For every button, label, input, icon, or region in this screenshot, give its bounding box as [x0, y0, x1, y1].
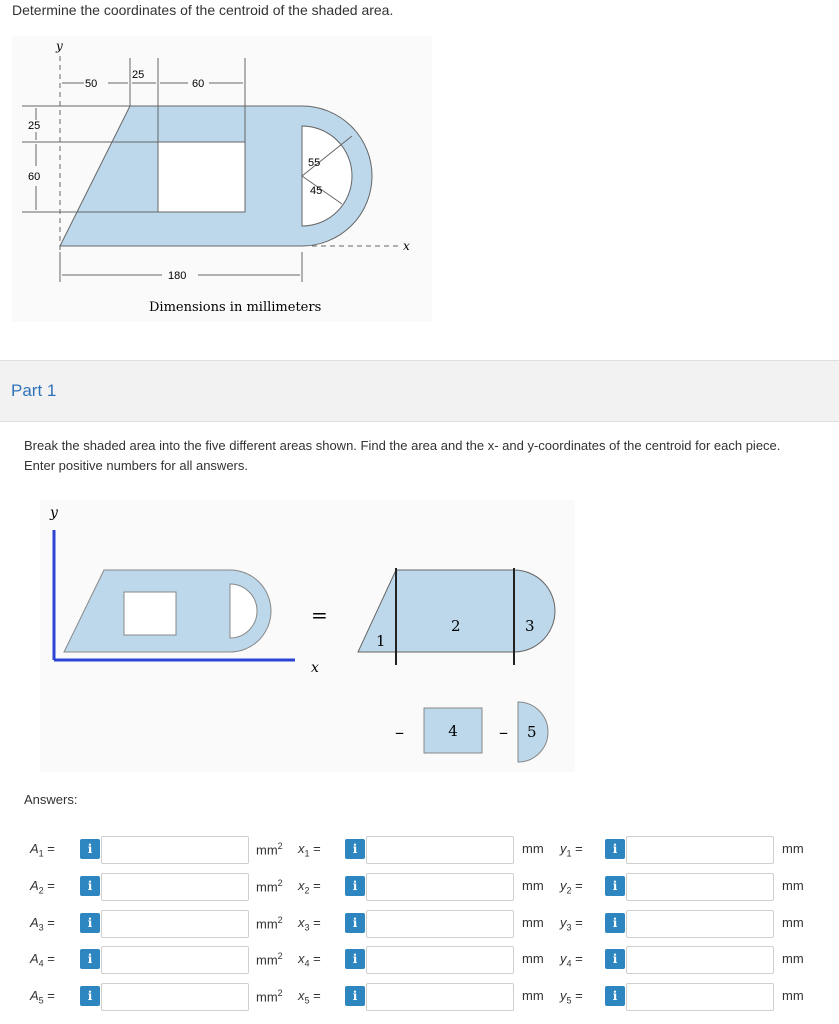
y-input-1[interactable] — [626, 836, 774, 864]
info-icon[interactable]: i — [80, 986, 100, 1006]
y-unit-3: mm — [782, 915, 804, 930]
y-label-2: $y_2$ = — [560, 878, 583, 896]
area-label-4: $A_4$ = — [30, 951, 55, 969]
x-label-4: $x_4$ = — [298, 951, 321, 969]
x-unit-3: mm — [522, 915, 544, 930]
x-label-2: $x_2$ = — [298, 878, 321, 896]
info-icon[interactable]: i — [80, 949, 100, 969]
y-unit-1: mm — [782, 841, 804, 856]
fig2-composite-square — [124, 592, 176, 635]
x-unit-5: mm — [522, 988, 544, 1003]
question-title: Determine the coordinates of the centroid of the shaded area. — [12, 2, 394, 18]
fig2-label-5: 5 — [527, 723, 537, 741]
answer-row-3 — [0, 908, 839, 938]
fig2-area-2 — [396, 570, 514, 652]
fig2-label-4: 4 — [448, 722, 458, 740]
info-icon[interactable]: i — [80, 876, 100, 896]
fig2-y-axis-label: y — [50, 505, 58, 521]
y-unit-4: mm — [782, 951, 804, 966]
info-icon[interactable]: i — [345, 876, 365, 896]
area-input-3[interactable] — [101, 910, 249, 938]
area-unit-3: $mm^2$ — [256, 915, 283, 932]
info-icon[interactable]: i — [345, 986, 365, 1006]
answer-row-4 — [0, 944, 839, 974]
info-icon[interactable]: i — [605, 839, 625, 859]
y-unit-2: mm — [782, 878, 804, 893]
area-input-4[interactable] — [101, 946, 249, 974]
fig1-caption: Dimensions in millimeters — [149, 300, 322, 315]
area-input-5[interactable] — [101, 983, 249, 1011]
part-title[interactable]: Part 1 — [11, 381, 57, 400]
info-icon[interactable]: i — [345, 839, 365, 859]
fig1-dim-60: 60 — [192, 78, 205, 90]
info-icon[interactable]: i — [80, 839, 100, 859]
x-input-5[interactable] — [366, 983, 514, 1011]
x-label-1: $x_1$ = — [298, 841, 321, 859]
x-unit-4: mm — [522, 951, 544, 966]
x-label-3: $x_3$ = — [298, 915, 321, 933]
x-input-1[interactable] — [366, 836, 514, 864]
info-icon[interactable]: i — [345, 949, 365, 969]
answers-label: Answers: — [24, 792, 78, 807]
x-input-3[interactable] — [366, 910, 514, 938]
fig1-dim-55: 55 — [308, 157, 321, 169]
fig2-label-3: 3 — [525, 617, 535, 635]
info-icon[interactable]: i — [605, 949, 625, 969]
area-unit-4: $mm^2$ — [256, 951, 283, 968]
y-label-5: $y_5$ = — [560, 988, 583, 1006]
y-input-3[interactable] — [626, 910, 774, 938]
fig1-square-cutout — [158, 142, 245, 212]
y-input-4[interactable] — [626, 946, 774, 974]
fig2-minus-2: – — [499, 722, 508, 743]
answer-row-2 — [0, 871, 839, 901]
fig2-equals: = — [311, 603, 328, 627]
area-unit-1: $mm^2$ — [256, 841, 283, 858]
y-label-1: $y_1$ = — [560, 841, 583, 859]
y-unit-5: mm — [782, 988, 804, 1003]
part-header — [0, 360, 839, 422]
y-input-5[interactable] — [626, 983, 774, 1011]
decomposition-figure — [40, 500, 575, 772]
area-unit-5: $mm^2$ — [256, 988, 283, 1005]
fig1-x-axis-label: x — [403, 239, 410, 253]
y-label-3: $y_3$ = — [560, 915, 583, 933]
info-icon[interactable]: i — [605, 913, 625, 933]
x-unit-1: mm — [522, 841, 544, 856]
area-label-2: $A_2$ = — [30, 878, 55, 896]
fig1-dim-45: 45 — [310, 185, 323, 197]
fig1-y-axis-label: y — [56, 39, 63, 53]
x-unit-2: mm — [522, 878, 544, 893]
area-label-3: $A_3$ = — [30, 915, 55, 933]
x-input-4[interactable] — [366, 946, 514, 974]
answer-row-5 — [0, 981, 839, 1011]
fig1-dim-50: 50 — [85, 78, 98, 90]
fig2-label-2: 2 — [451, 617, 461, 635]
x-input-2[interactable] — [366, 873, 514, 901]
x-label-5: $x_5$ = — [298, 988, 321, 1006]
info-icon[interactable]: i — [605, 986, 625, 1006]
fig1-dim-180: 180 — [168, 270, 187, 282]
y-label-4: $y_4$ = — [560, 951, 583, 969]
y-input-2[interactable] — [626, 873, 774, 901]
info-icon[interactable]: i — [605, 876, 625, 896]
instructions: Break the shaded area into the five different areas shown. Find the area and the x- and y-coordinates of the centroid for each piece. Enter positive numbers for all answers. — [24, 438, 781, 473]
area-input-2[interactable] — [101, 873, 249, 901]
fig1-dim-60-left: 60 — [28, 171, 41, 183]
area-label-5: $A_5$ = — [30, 988, 55, 1006]
area-label-1: $A_1$ = — [30, 841, 55, 859]
info-icon[interactable]: i — [345, 913, 365, 933]
info-icon[interactable]: i — [80, 913, 100, 933]
fig2-label-1: 1 — [376, 632, 386, 650]
area-input-1[interactable] — [101, 836, 249, 864]
fig2-minus-1: – — [395, 722, 404, 743]
problem-figure — [12, 36, 432, 322]
fig2-x-axis-label: x — [311, 660, 319, 676]
fig1-dim-25-left: 25 — [28, 120, 41, 132]
answer-row-1 — [0, 834, 839, 864]
area-unit-2: $mm^2$ — [256, 878, 283, 895]
fig1-dim-25: 25 — [132, 69, 145, 81]
